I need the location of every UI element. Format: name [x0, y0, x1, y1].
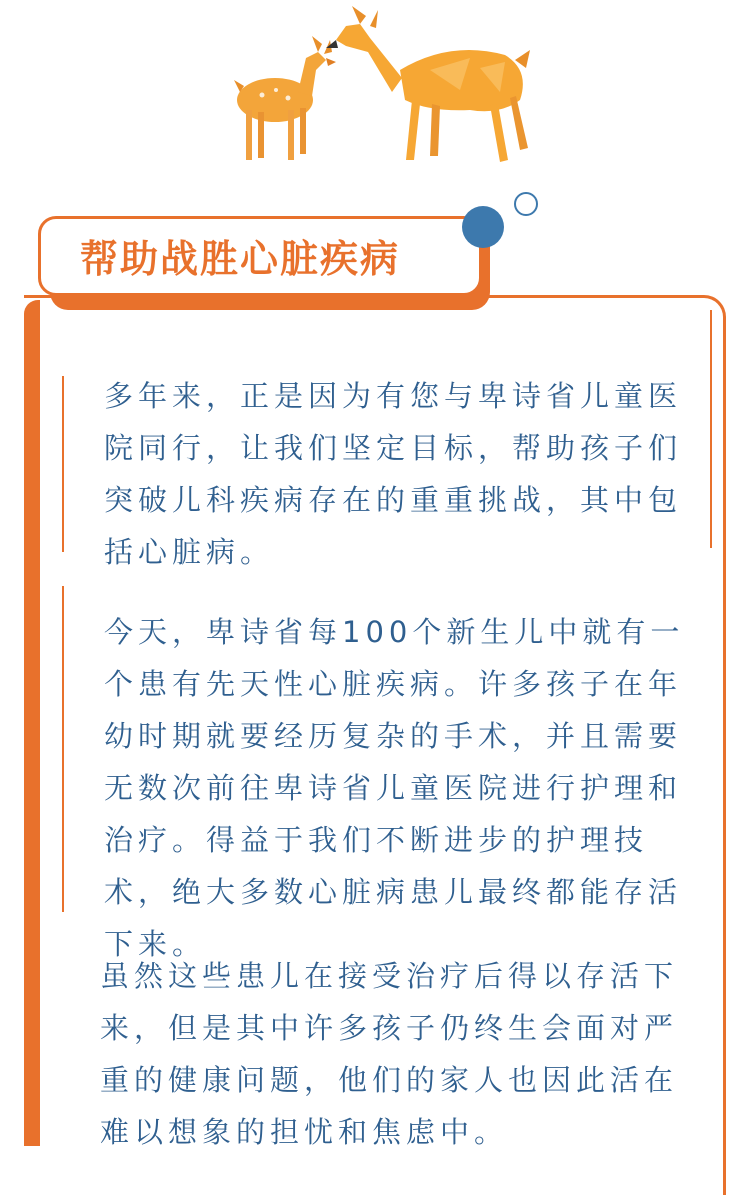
divider-line [62, 376, 64, 552]
divider-line [62, 586, 64, 912]
paragraph: 今天，卑诗省每100个新生儿中就有一个患有先天性心脏疾病。许多孩子在年幼时期就要经历复杂的手术，并且需要无数次前往卑诗省儿童医院进行护理和治疗。得益于我们不断进步的护理技术，绝大多数心脏病患儿最终都能存活下来。 [104, 615, 685, 961]
divider-line [710, 310, 712, 548]
paragraph: 虽然这些患儿在接受治疗后得以存活下来，但是其中许多孩子仍终生会面对严重的健康问题，他们的家人也因此活在难以想象的担忧和焦虑中。 [100, 959, 679, 1149]
decorative-dot-outline [514, 192, 538, 216]
decorative-dot-filled [462, 206, 504, 248]
deer-illustration-icon [0, 0, 750, 180]
section-title: 帮助战胜心脏疾病 [80, 237, 401, 281]
card-left-bar [24, 300, 40, 1146]
paragraph: 多年来，正是因为有您与卑诗省儿童医院同行，让我们坚定目标，帮助孩子们突破儿科疾病存在的重重挑战，其中包括心脏病。 [104, 379, 683, 569]
